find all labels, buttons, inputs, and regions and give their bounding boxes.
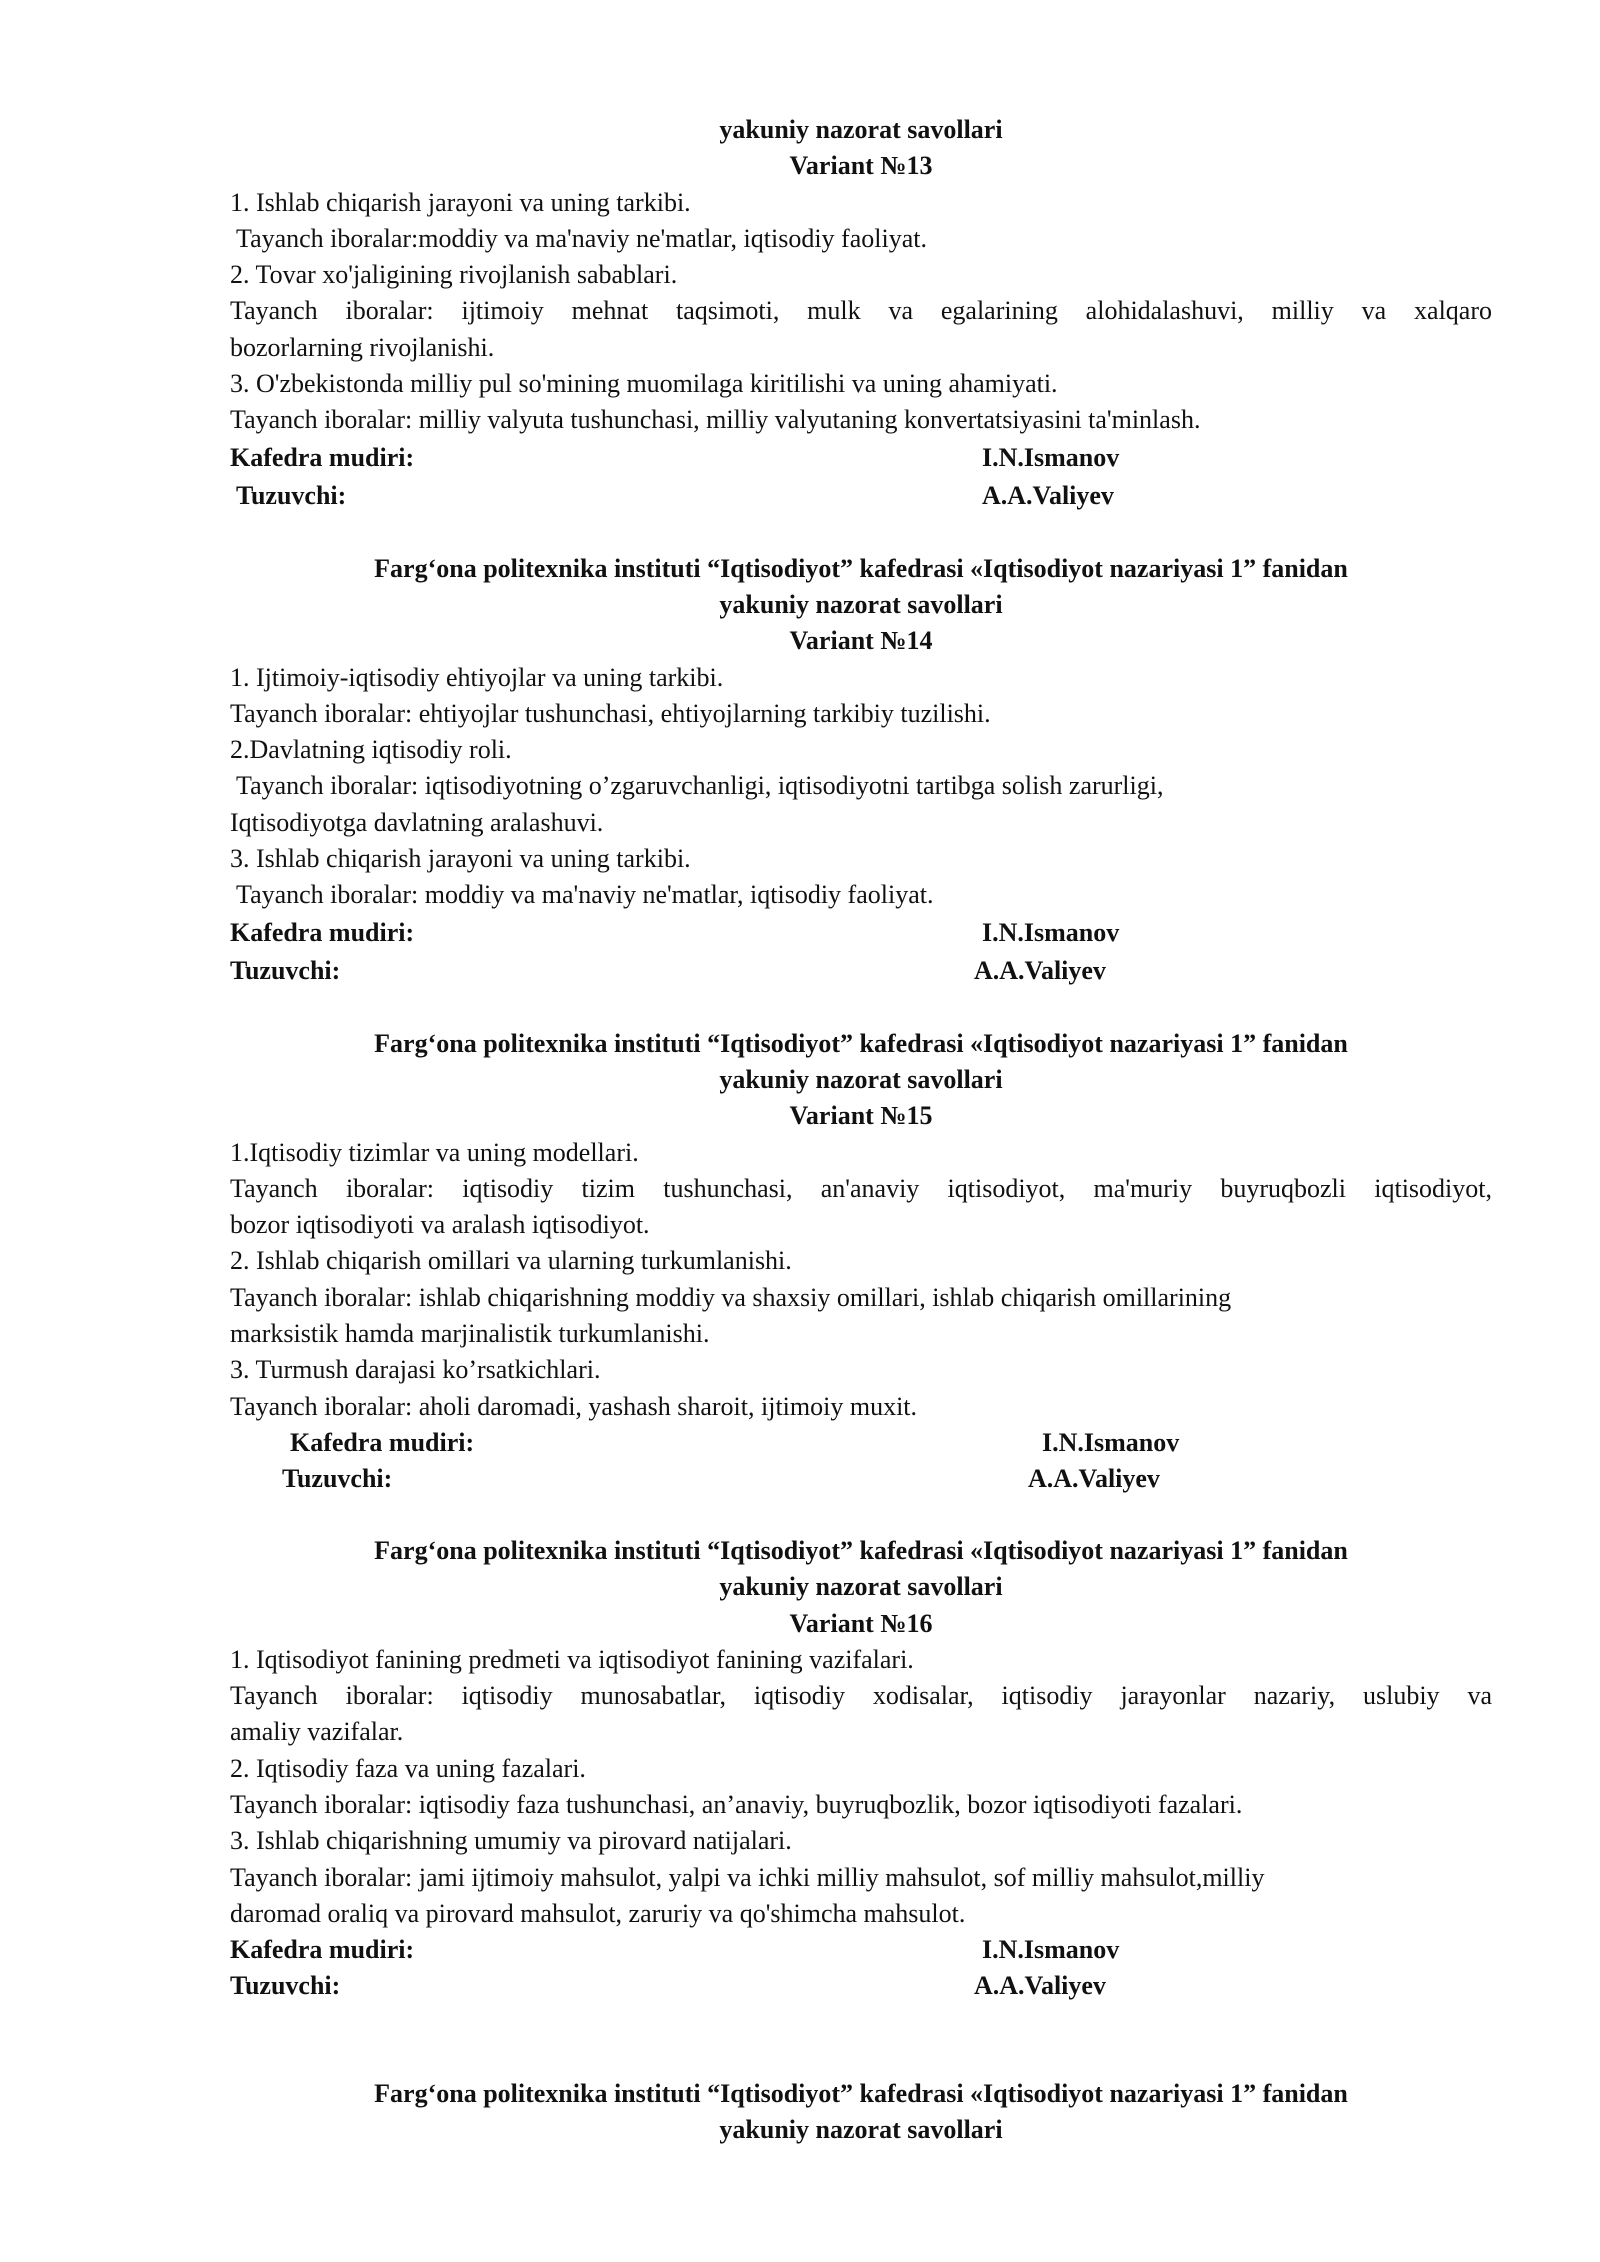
signature-row-head: [230, 1425, 1492, 1461]
section-subtitle: yakuniy nazorat savollari: [719, 2115, 1003, 2145]
signature-head-label: Kafedra mudiri:: [230, 917, 415, 947]
keywords-line: Tayanch iboralar: aholi daromadi, yashash sharoit, ijtimoiy muxit.: [230, 1391, 918, 1421]
question-line: 2. Iqtisodiy faza va uning fazalari.: [230, 1753, 586, 1783]
keywords-line: Tayanch iboralar: jami ijtimoiy mahsulot, yalpi va ichki milliy mahsulot, sof milliy mahsulot,milliy: [230, 1862, 1265, 1892]
signature-head-label: Kafedra mudiri:: [230, 1935, 415, 1965]
question-line: 3. Ishlab chiqarishning umumiy va pirovard natijalari.: [230, 1826, 792, 1856]
question-line: 3. Turmush darajasi ko’rsatkichlari.: [230, 1355, 601, 1385]
signature-head-name: I.N.Ismanov: [982, 1935, 1120, 1965]
signature-author-label: Tuzuvchi:: [282, 1463, 393, 1493]
signature-author-label: Tuzuvchi:: [230, 1971, 341, 2001]
keywords-line: Tayanch iboralar: milliy valyuta tushunchasi, milliy valyutaning konvertatsiyasini ta'minlash.: [230, 405, 1201, 435]
keywords-line: bozorlarning rivojlanishi.: [230, 332, 495, 362]
question-line: 2. Ishlab chiqarish omillari va ularning turkumlanishi.: [230, 1246, 792, 1276]
variant-label: Variant №16: [789, 1608, 933, 1638]
question-line: 1. Ishlab chiqarish jarayoni va uning tarkibi.: [230, 187, 691, 217]
variant-label: Variant №14: [789, 626, 933, 656]
signature-row-author: [230, 952, 1492, 990]
keywords-line: Iqtisodiyotga davlatning aralashuvi.: [230, 807, 604, 837]
signature-head-label: Kafedra mudiri:: [290, 1427, 475, 1457]
signature-author-label: Tuzuvchi:: [236, 480, 347, 510]
section-subtitle: yakuniy nazorat savollari: [719, 1064, 1003, 1094]
section-title: Farg‘ona politexnika instituti “Iqtisodiyot” kafedrasi «Iqtisodiyot nazariyasi 1” fanidan: [374, 2079, 1348, 2109]
question-line: 2. Tovar xo'jaligining rivojlanish sabablari.: [230, 260, 678, 290]
keywords-line: Tayanch iboralar: ishlab chiqarishning moddiy va shaxsiy omillari, ishlab chiqarish omillarining: [230, 1282, 1232, 1312]
keywords-line: Tayanch iboralar:moddiy va ma'naviy ne'matlar, iqtisodiy faoliyat.: [236, 223, 927, 253]
variant-label: Variant №13: [789, 151, 933, 181]
keywords-line: Tayanch iboralar: iqtisodiy munosabatlar, iqtisodiy xodisalar, iqtisodiy jarayonlar nazariy, uslubiy va: [230, 1681, 1492, 1711]
signature-row-author: [230, 1461, 1492, 1497]
keywords-line: Tayanch iboralar: iqtisodiy tizim tushunchasi, an'anaviy iqtisodiyot, ma'muriy buyruqbozli iqtisodiyot,: [230, 1173, 1492, 1203]
keywords-line: Tayanch iboralar: ehtiyojlar tushunchasi, ehtiyojlarning tarkibiy tuzilishi.: [230, 698, 991, 728]
signature-row-head: [230, 439, 1492, 477]
signature-head-label: Kafedra mudiri:: [230, 442, 415, 472]
keywords-line: Tayanch iboralar: iqtisodiyotning o’zgaruvchanligi, iqtisodiyotni tartibga solish zarurligi,: [236, 771, 1164, 801]
signature-head-name: I.N.Ismanov: [982, 442, 1120, 472]
question-line: 1.Iqtisodiy tizimlar va uning modellari.: [230, 1137, 639, 1167]
signature-author-label: Tuzuvchi:: [230, 955, 341, 985]
document-content: [230, 112, 1492, 2149]
keywords-line: daromad oraliq va pirovard mahsulot, zaruriy va qo'shimcha mahsulot.: [230, 1898, 966, 1928]
question-line: 1. Ijtimoiy-iqtisodiy ehtiyojlar va uning tarkibi.: [230, 662, 724, 692]
keywords-line: marksistik hamda marjinalistik turkumlanishi.: [230, 1319, 710, 1349]
section-subtitle: yakuniy nazorat savollari: [719, 589, 1003, 619]
section-subtitle: yakuniy nazorat savollari: [719, 1572, 1003, 1602]
question-line: 1. Iqtisodiyot fanining predmeti va iqtisodiyot fanining vazifalari.: [230, 1644, 914, 1674]
section-title: Farg‘ona politexnika instituti “Iqtisodiyot” kafedrasi «Iqtisodiyot nazariyasi 1” fanidan: [374, 553, 1348, 583]
section-title: Farg‘ona politexnika instituti “Iqtisodiyot” kafedrasi «Iqtisodiyot nazariyasi 1” fanidan: [374, 1535, 1348, 1565]
signature-head-name: I.N.Ismanov: [1042, 1427, 1180, 1457]
keywords-line: Tayanch iboralar: iqtisodiy faza tushunchasi, an’anaviy, buyruqbozlik, bozor iqtisodiyoti fazalari.: [230, 1789, 1243, 1819]
keywords-line: Tayanch iboralar: moddiy va ma'naviy ne'matlar, iqtisodiy faoliyat.: [236, 880, 934, 910]
signature-author-name: A.A.Valiyev: [974, 1971, 1106, 2001]
keywords-line: amaliy vazifalar.: [230, 1717, 404, 1747]
signature-row-head: [230, 1932, 1492, 1968]
question-line: 2.Davlatning iqtisodiy roli.: [230, 735, 512, 765]
section-title: Farg‘ona politexnika instituti “Iqtisodiyot” kafedrasi «Iqtisodiyot nazariyasi 1” fanidan: [374, 1028, 1348, 1058]
signature-row-author: [230, 1968, 1492, 2004]
question-line: 3. O'zbekistonda milliy pul so'mining muomilaga kiritilishi va uning ahamiyati.: [230, 369, 1058, 399]
signature-author-name: A.A.Valiyev: [974, 955, 1106, 985]
keywords-line: Tayanch iboralar: ijtimoiy mehnat taqsimoti, mulk va egalarining alohidalashuvi, milliy va xalqaro: [230, 296, 1492, 326]
section-subtitle: yakuniy nazorat savollari: [719, 115, 1003, 144]
signature-row-head: [230, 914, 1492, 952]
signature-head-name: I.N.Ismanov: [982, 917, 1120, 947]
variant-label: Variant №15: [789, 1101, 933, 1131]
question-line: 3. Ishlab chiqarish jarayoni va uning tarkibi.: [230, 844, 691, 874]
signature-row-author: [230, 477, 1492, 515]
signature-author-name: A.A.Valiyev: [982, 480, 1114, 510]
signature-author-name: A.A.Valiyev: [1028, 1463, 1160, 1493]
keywords-line: bozor iqtisodiyoti va aralash iqtisodiyot.: [230, 1210, 650, 1240]
